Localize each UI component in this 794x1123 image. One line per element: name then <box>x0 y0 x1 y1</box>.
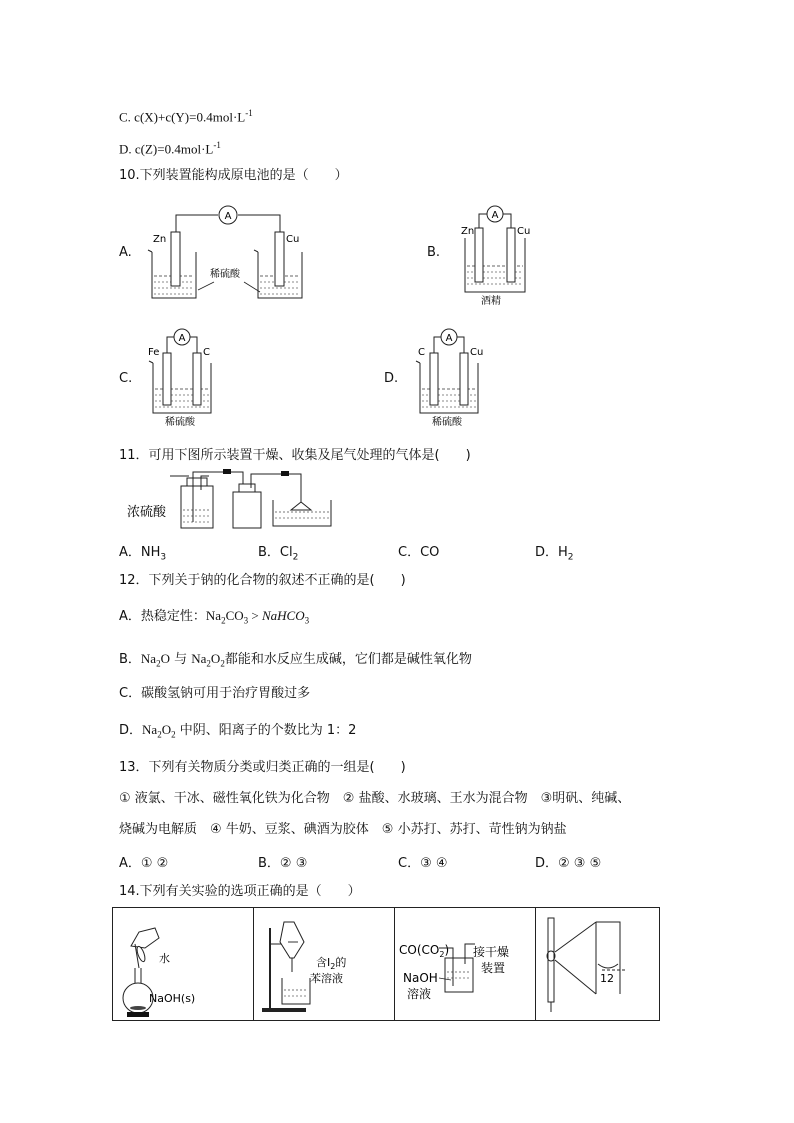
q10-c-meter: A <box>178 333 186 344</box>
q9-option-d: D. $c(Z)=0.4mol\cdot L^{-1}$ <box>119 140 221 157</box>
q14-cell3-sol: 溶液 <box>407 987 432 1001</box>
q13-option-d: D．② ③ ⑤ <box>535 856 602 871</box>
q11-apparatus-figure <box>125 466 340 534</box>
q10-a-left-electrode: Zn <box>153 234 167 245</box>
q13-statement-line-1: ① 液氯、干冰、磁性氧化铁为化合物 ② 盐酸、水玻璃、王水为混合物 ③明矾、纯碱、 <box>119 791 631 806</box>
q13-option-a: A．① ② <box>119 856 169 871</box>
q14-cell1-water: 水 <box>159 952 170 965</box>
q14-cell2-label1: 含$I_2$的 <box>316 956 347 971</box>
q13-stem: 13．下列有关物质分类或归类正确的一组是( ) <box>119 760 406 775</box>
q14-burette-reading-figure <box>536 908 666 1020</box>
q14-cell4-mark: 12 <box>600 972 614 985</box>
q11-option-a: A．$NH_3$ <box>119 545 167 563</box>
q10-a-galvanic-figure <box>140 200 310 310</box>
q14-cell-3 <box>395 908 536 1020</box>
q14-cell2-label2: 苯溶液 <box>310 972 343 985</box>
q11-figure-label: 浓硫酸 <box>127 505 167 520</box>
q12-option-d: D．$Na_2O_2$ 中阴、阳离子的个数比为 1：2 <box>119 722 357 740</box>
q13-statement-line-2: 烧碱为电解质 ④ 牛奶、豆浆、碘酒为胶体 ⑤ 小苏打、苏打、苛性钠为钠盐 <box>119 822 567 837</box>
q12-option-b: B．$Na_2O$ 与 $Na_2O_2$都能和水反应生成碱，它们都是碱性氧化物 <box>119 651 472 669</box>
q14-stem: 14.下列有关实验的选项正确的是（ ） <box>119 884 361 899</box>
q11-option-c: C．CO <box>398 545 440 560</box>
q10-d-solution: 稀硫酸 <box>432 417 462 428</box>
q10-c-left-electrode: Fe <box>148 347 160 358</box>
q10-a-meter: A <box>224 211 232 222</box>
q14-cell3-right1: 接干燥 <box>473 945 510 959</box>
q10-d-meter: A <box>445 333 453 344</box>
q10-c-solution: 稀硫酸 <box>165 417 195 428</box>
q9-option-c: C. $c(X)+c(Y)=0.4mol\cdot L^{-1}$ <box>119 108 253 125</box>
q13-option-b: B．② ③ <box>258 856 308 871</box>
q10-b-solution: 酒精 <box>481 296 501 307</box>
q11-option-d: D．$H_2$ <box>535 545 574 563</box>
q12-stem: 12．下列关于钠的化合物的叙述不正确的是( ) <box>119 573 406 588</box>
q10-a-right-electrode: Cu <box>286 234 300 245</box>
q12-option-a: A．热稳定性：$Na_2CO_3$ > NaHCO$_3$ <box>119 608 310 626</box>
q14-cell3-gas: $CO(CO_2)$ <box>399 943 450 959</box>
q10-option-d-letter: D. <box>384 371 399 386</box>
q10-c-galvanic-figure <box>145 325 225 431</box>
q14-cell-1 <box>113 908 254 1020</box>
q10-c-right-electrode: C <box>203 347 210 358</box>
q10-b-right-electrode: Cu <box>517 226 531 237</box>
q12-option-c: C．碳酸氢钠可用于治疗胃酸过多 <box>119 686 311 701</box>
q10-b-galvanic-figure <box>455 200 545 308</box>
q11-stem: 11．可用下图所示装置干燥、收集及尾气处理的气体是( ) <box>119 448 471 463</box>
q14-volumetric-flask-figure <box>113 908 253 1020</box>
q10-a-solution: 稀硫酸 <box>210 269 240 280</box>
q11-option-b: B．$Cl_2$ <box>258 545 299 563</box>
q10-b-meter: A <box>491 210 499 221</box>
q14-gas-washing-figure <box>395 908 535 1020</box>
q10-d-left-electrode: C <box>418 347 425 358</box>
q14-cell3-right2: 装置 <box>481 961 506 975</box>
q10-option-c-letter: C. <box>119 371 133 386</box>
q14-cell1-solid: NaOH(s) <box>149 992 196 1005</box>
q10-b-left-electrode: Zn <box>461 226 475 237</box>
q13-option-c: C．③ ④ <box>398 856 448 871</box>
q10-d-galvanic-figure <box>412 325 492 431</box>
q10-stem: 10.下列装置能构成原电池的是（ ） <box>119 168 348 183</box>
q10-option-a-letter: A. <box>119 245 132 260</box>
q14-figure-table <box>112 907 660 1021</box>
q14-cell-2 <box>254 908 395 1020</box>
q14-separatory-funnel-figure <box>254 908 394 1020</box>
q14-cell-4 <box>536 908 666 1020</box>
q14-cell3-naoh: NaOH <box>403 971 438 985</box>
q10-option-b-letter: B. <box>427 245 441 260</box>
q10-d-right-electrode: Cu <box>470 347 484 358</box>
